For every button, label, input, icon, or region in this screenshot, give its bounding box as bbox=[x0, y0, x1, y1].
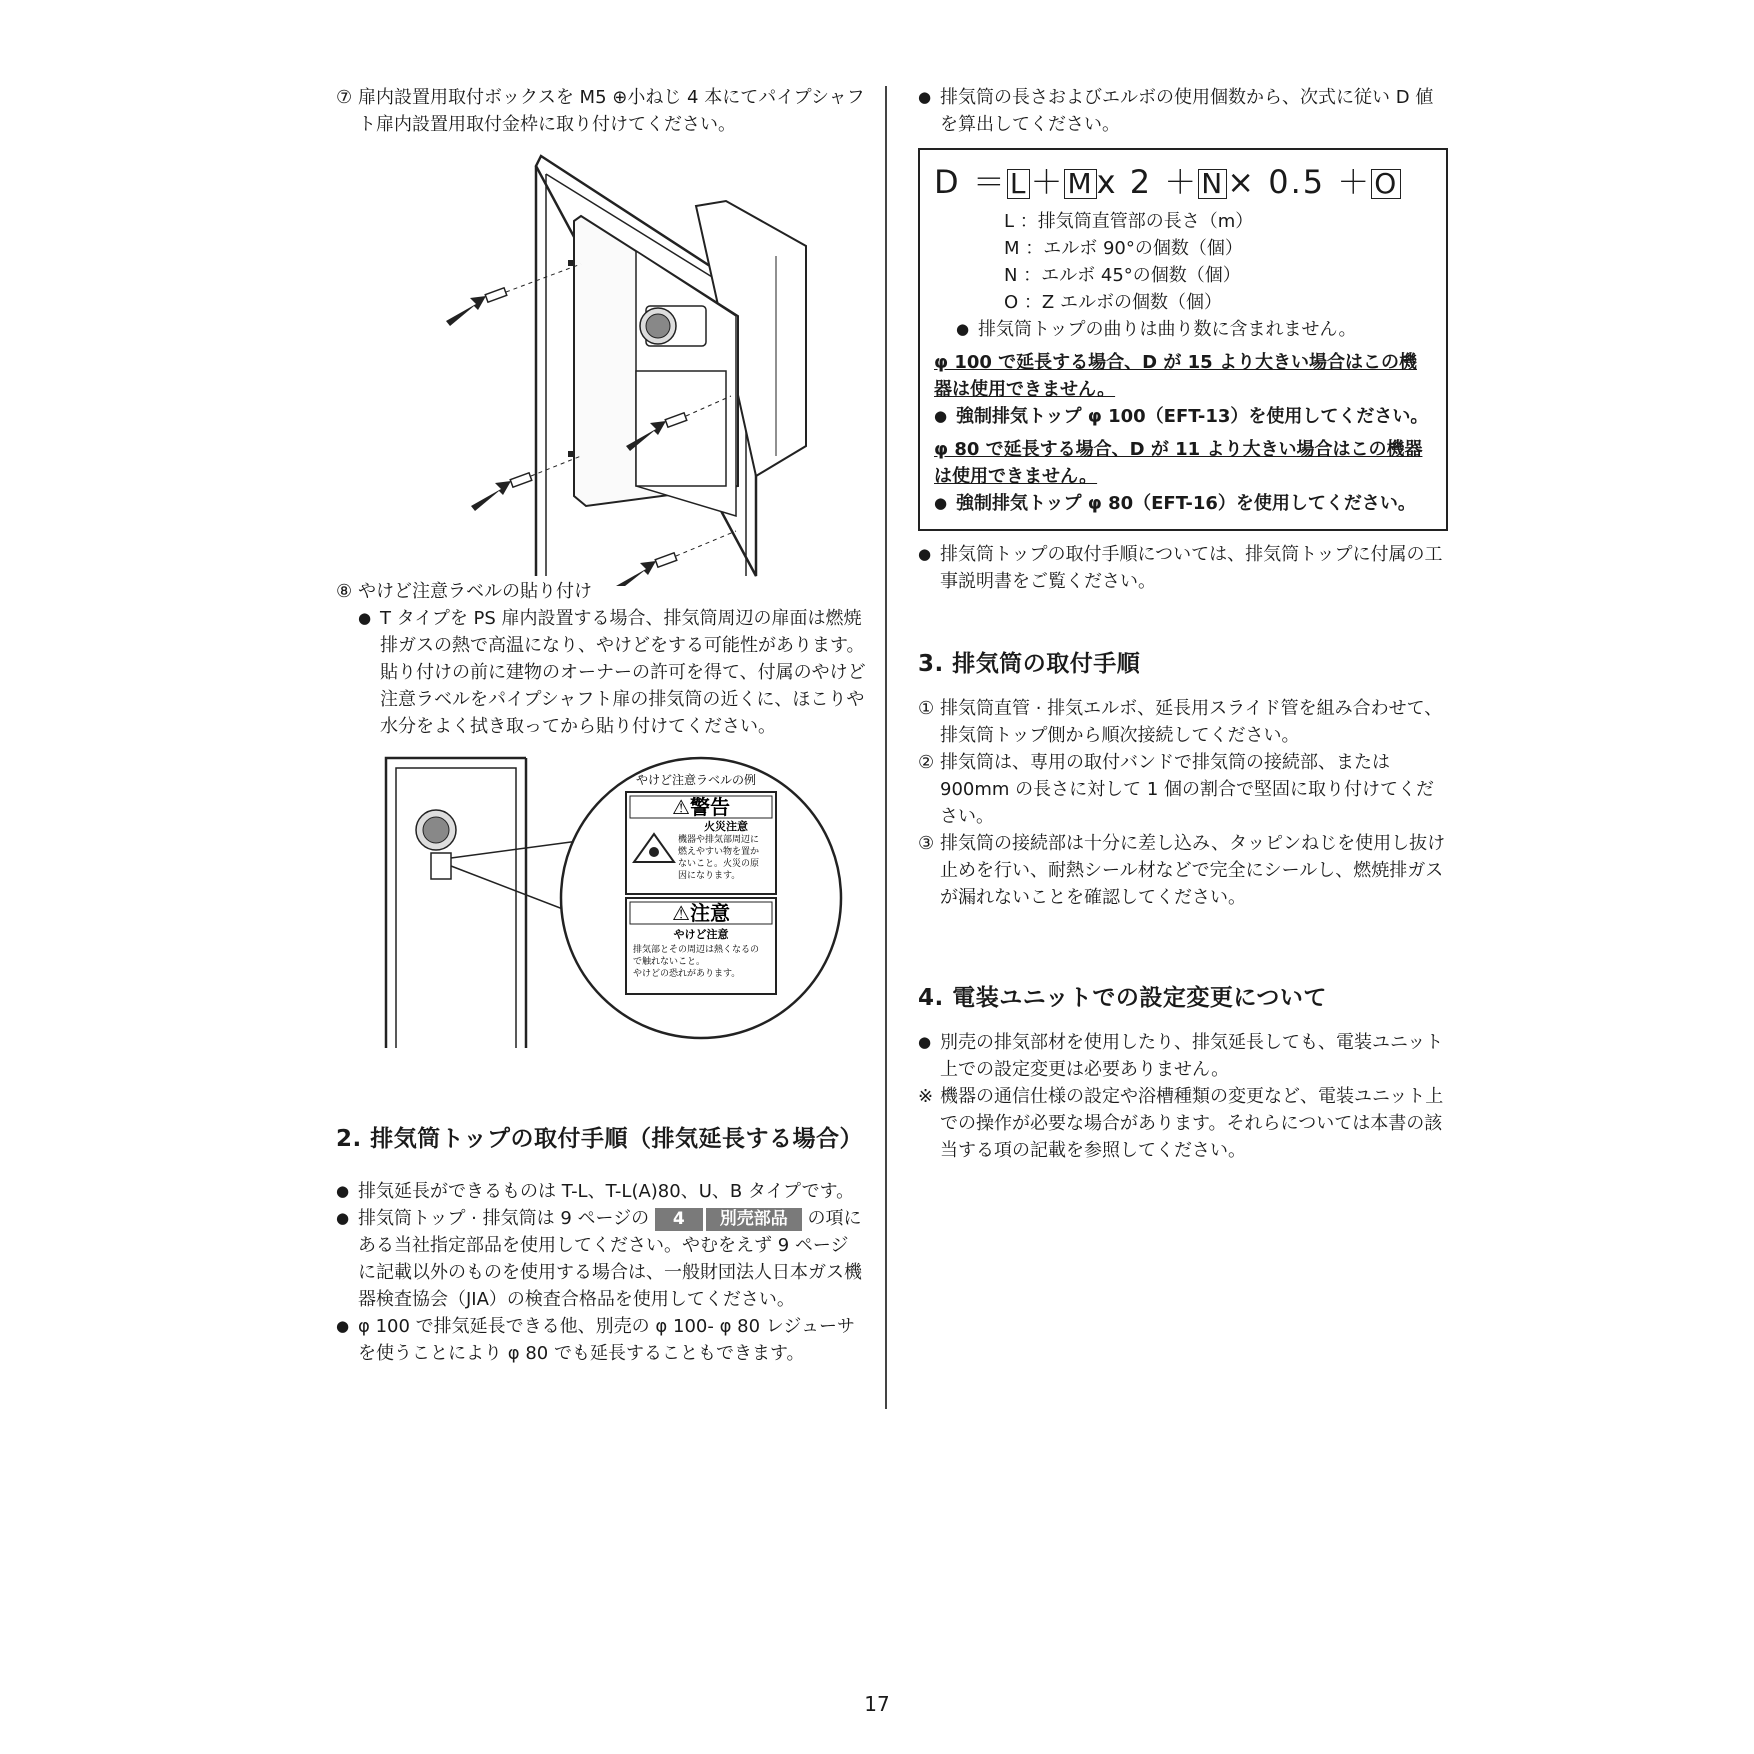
right-column bbox=[918, 84, 1448, 1164]
step-text: 扉内設置用取付ボックスを M5 ⊕小ねじ 4 本にてパイプシャフト扉内設置用取付金枠に取り付けてください。 bbox=[358, 87, 865, 135]
section-3-step-1: ① 排気筒直管 · 排気エルボ、延長用スライド管を組み合わせて、排気筒トップ側から順次接続してください。 bbox=[918, 698, 1443, 746]
warning-phi80: φ 80 で延長する場合、D が 11 より大きい場合はこの機器は使用できません。 bbox=[934, 439, 1423, 487]
formula-box-l: L bbox=[1007, 169, 1031, 199]
fire-title: 火災注意 bbox=[704, 820, 748, 833]
use-phi80: ● 強制排気トップ φ 80（EFT-16）を使用してください。 bbox=[934, 490, 1432, 517]
page-number: 17 bbox=[864, 1692, 890, 1716]
legend-item: O ：Z エルボの個数（個） bbox=[1004, 292, 1222, 313]
section-2-title: 2. 排気筒トップの取付手順（排気延長する場合） bbox=[336, 1126, 864, 1152]
burn-title: やけど注意 bbox=[673, 928, 729, 941]
step-7 bbox=[336, 84, 866, 138]
formula-box-n: N bbox=[1198, 169, 1227, 199]
svg-text:で触れないこと。: で触れないこと。 bbox=[633, 957, 706, 967]
reference-chip-label: 別売部品 bbox=[706, 1208, 802, 1231]
mounting-box-illustration bbox=[336, 146, 866, 586]
step-number: ⑦ bbox=[336, 87, 353, 108]
warning-title: ⚠警告 bbox=[672, 795, 730, 819]
reference-chip-number: 4 bbox=[655, 1208, 703, 1231]
step-8-bullet: ● T タイプを PS 扉内設置する場合、排気筒周辺の扉面は燃焼排ガスの熱で高温になり、やけどをする可能性があります。貼り付けの前に建物のオーナーの許可を得て、付属のやけど注意ラベルをパイプシャフト扉の排気筒の近くに、ほこりや水分をよく拭き取ってから貼り付けてください。 bbox=[358, 605, 866, 740]
svg-text:やけどの恐れがあります。: やけどの恐れがあります。 bbox=[633, 969, 741, 979]
formula-legend bbox=[1004, 208, 1432, 316]
step-number: ⑧ bbox=[336, 581, 353, 602]
section-2-bullet-2: ● 排気筒トップ · 排気筒は 9 ページの 4 別売部品 の項にある当社指定部品を使用してください。やむをえず 9 ページに記載以外のものを使用する場合は、一般財団法人日本ガス機器検査協会（JIA）の検査合格品を使用してください。 bbox=[336, 1205, 866, 1313]
column-divider bbox=[885, 86, 887, 1409]
formula-box-m: M bbox=[1064, 169, 1096, 199]
d-value-formula: D ＝ L＋ Mx 2 ＋ N× 0.5 ＋ O bbox=[934, 160, 1432, 204]
legend-note: ● 排気筒トップの曲りは曲り数に含まれません。 bbox=[956, 316, 1432, 343]
step-8 bbox=[336, 578, 866, 605]
formula-box-o: O bbox=[1371, 169, 1401, 199]
formula-intro: ● 排気筒の長さおよびエルボの使用個数から、次式に従い D 値を算出してください。 bbox=[918, 84, 1448, 138]
section-2-bullet-1: ● 排気延長ができるものは T-L、T-L(A)80、U、B タイプです。 bbox=[336, 1178, 866, 1205]
svg-text:機器や排気部周辺に: 機器や排気部周辺に bbox=[678, 835, 760, 845]
left-column bbox=[336, 84, 866, 1367]
warning-phi100: φ 100 で延長する場合、D が 15 より大きい場合はこの機器は使用できません。 bbox=[934, 352, 1417, 400]
section-4-note: ※ 機器の通信仕様の設定や浴槽種類の変更など、電装ユニット上での操作が必要な場合があります。それらについては本書の該当する項の記載を参照してください。 bbox=[918, 1086, 1444, 1161]
section-3-title: 3. 排気筒の取付手順 bbox=[918, 651, 1141, 677]
step-title: やけど注意ラベルの貼り付け bbox=[358, 581, 592, 602]
after-box-note: ● 排気筒トップの取付手順については、排気筒トップに付属の工事説明書をご覧ください。 bbox=[918, 541, 1448, 595]
svg-text:排気部とその周辺は熱くなるの: 排気部とその周辺は熱くなるの bbox=[633, 945, 760, 955]
caution-title: ⚠注意 bbox=[672, 901, 730, 925]
legend-item: N ：エルボ 45°の個数（個） bbox=[1004, 265, 1241, 286]
svg-text:ないこと。火災の原: ないこと。火災の原 bbox=[678, 859, 760, 869]
section-3-step-2: ② 排気筒は、専用の取付バンドで排気筒の接続部、または 900mm の長さに対して 1 個の割合で堅固に取り付けてください。 bbox=[918, 752, 1435, 827]
legend-item: M ：エルボ 90°の個数（個） bbox=[1004, 238, 1243, 259]
burn-label-illustration bbox=[336, 748, 866, 1058]
label-caption: やけど注意ラベルの例 bbox=[635, 773, 757, 787]
section-2-bullet-3: ● φ 100 で排気延長できる他、別売の φ 100- φ 80 レジューサを使うことにより φ 80 でも延長することもできます。 bbox=[336, 1313, 866, 1367]
use-phi100: ● 強制排気トップ φ 100（EFT-13）を使用してください。 bbox=[934, 403, 1432, 430]
section-3-step-3: ③ 排気筒の接続部は十分に差し込み、タッピンねじを使用し抜け止めを行い、耐熱シール材などで完全にシールし、燃焼排ガスが漏れないことを確認してください。 bbox=[918, 833, 1446, 908]
svg-text:燃えやすい物を置か: 燃えやすい物を置か bbox=[678, 847, 760, 857]
formula-box bbox=[918, 148, 1448, 531]
section-4-bullet: ● 別売の排気部材を使用したり、排気延長しても、電装ユニット上での設定変更は必要ありません。 bbox=[918, 1029, 1448, 1083]
svg-text:因になります。: 因になります。 bbox=[678, 871, 741, 881]
section-4-title: 4. 電装ユニットでの設定変更について bbox=[918, 985, 1327, 1011]
legend-item: L ：排気筒直管部の長さ（m） bbox=[1004, 211, 1254, 232]
